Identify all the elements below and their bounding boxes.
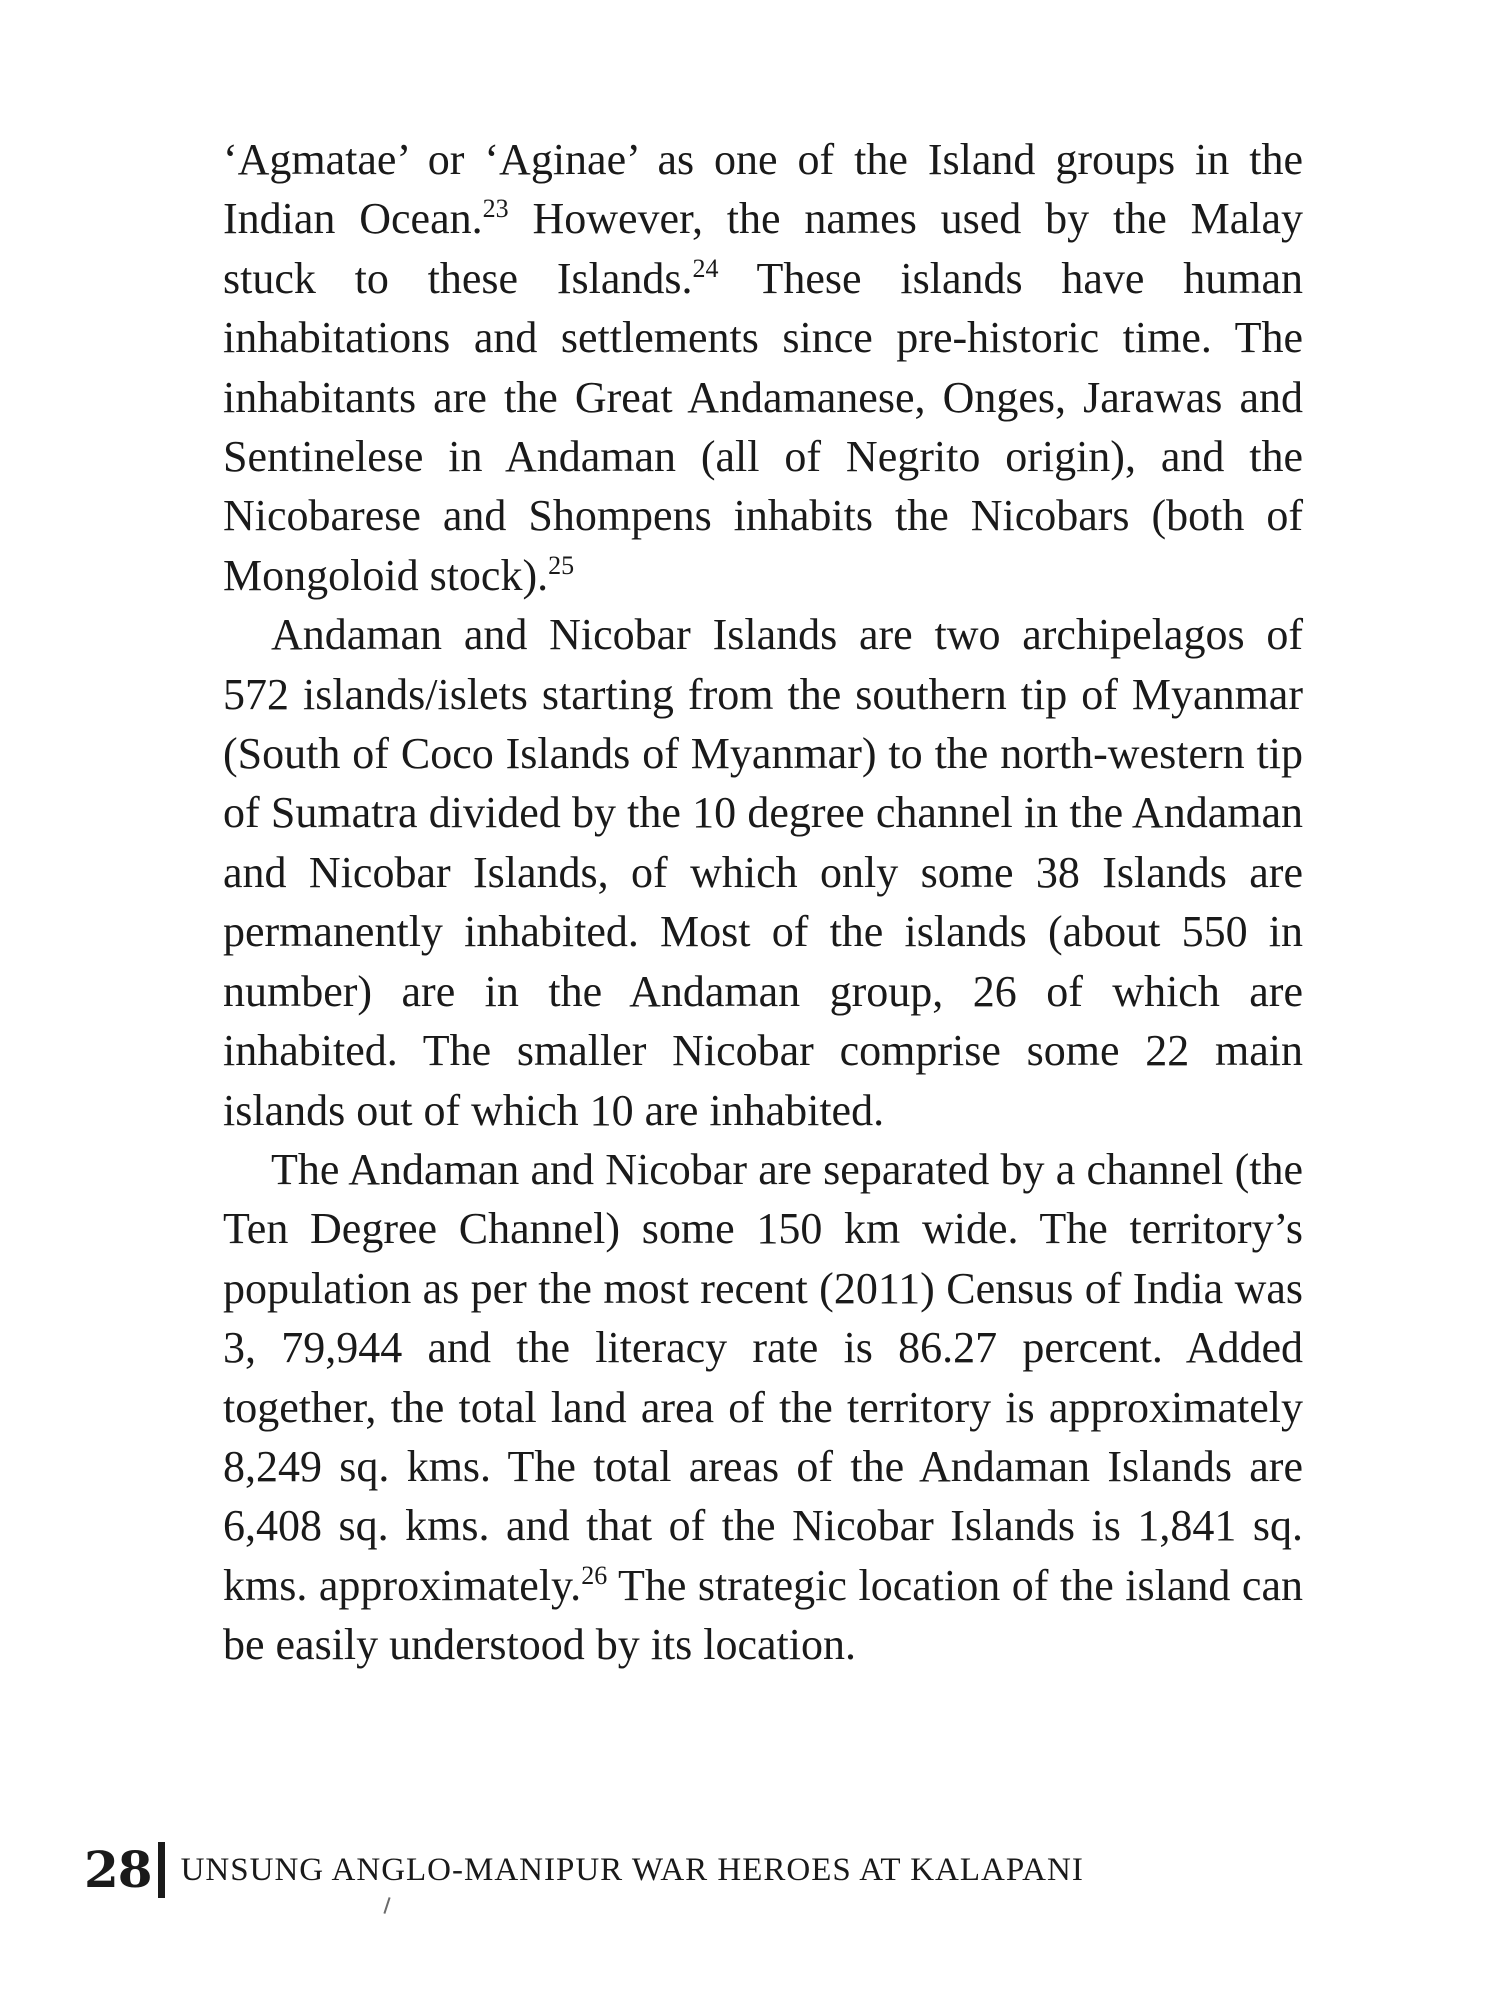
running-title: UNSUNG ANGLO-MANIPUR WAR HEROES AT KALAPANI: [180, 1851, 1084, 1888]
paragraph-3: [223, 1140, 1303, 1675]
footnote-ref-25[interactable]: 25: [548, 550, 575, 580]
footnote-ref-24[interactable]: 24: [692, 253, 719, 283]
paragraph-2: [223, 605, 1303, 1140]
paragraph-2-text: Andaman and Nicobar Islands are two archipelagos of 572 islands/islets starting from the southern tip of Myanmar (South of Coco Islands of Myanmar) to the north-western tip of Sumatra divided by the 10 degree channel in the Andaman and Nicobar Islands, of which only some 38 Islands are permanently inhabited. Most of the islands (about 550 in number) are in the Andaman group, 26 of which are inhabited. The smaller Nicobar comprise some 22 main islands out of which 10 are inhabited.: [223, 610, 1303, 1135]
footer-divider-bar: [158, 1842, 165, 1898]
page-footer: [84, 1838, 1084, 1902]
paragraph-1: [223, 130, 1303, 605]
paragraph-3-text-a: The Andaman and Nicobar are separated by a channel (the Ten Degree Channel) some 150 km wide. The territory’s population as per the most recent (2011) Census of India was 3, 79,944 and the literacy rate is 86.27 percent. Added together, the total land area of the territory is approximately 8,249 sq. kms. The total areas of the Andaman Islands are 6,408 sq. kms. and that of the Nicobar Islands is 1,841 sq. kms. approximately.: [223, 1144, 1303, 1610]
footnote-ref-26[interactable]: 26: [581, 1560, 608, 1590]
page-number: 28: [84, 1840, 152, 1899]
paragraph-1-text-a: ‘Agmatae’ or ‘Aginae’ as one of the Island groups in the Indian Ocean.: [223, 135, 1303, 244]
paragraph-1-text-c: These islands have human inhabitations and settlements since pre-historic time. The inhabitants are the Great Andamanese, Onges, Jarawas and Sentinelese in Andaman (all of Negrito origin), and the Nicobarese and Shompens inhabits the Nicobars (both of Mongoloid stock).: [223, 253, 1303, 600]
paragraph-1-text-b: However, the names used by the Malay stuck to these Islands.: [223, 194, 1303, 303]
paragraph-3-text-b: The strategic location of the island can be easily understood by its location.: [223, 1560, 1303, 1670]
footnote-ref-23[interactable]: 23: [482, 194, 509, 224]
page-body: [223, 130, 1303, 1675]
